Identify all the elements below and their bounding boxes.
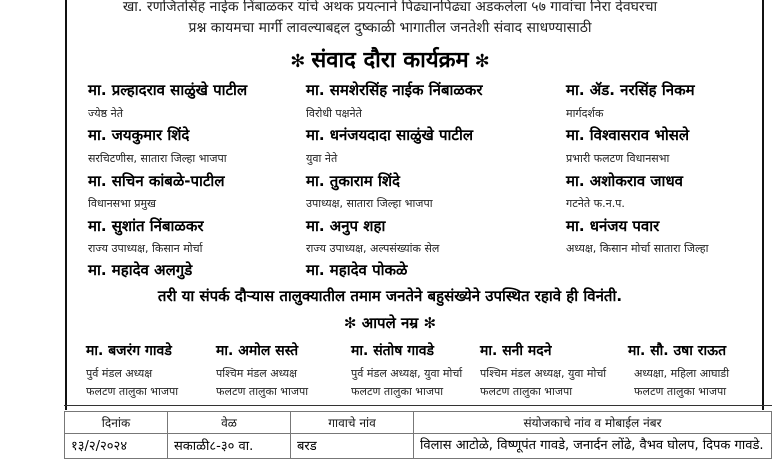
signatory-role: पुर्व मंडल अध्यक्ष (86, 367, 153, 380)
speaker-name: मा. ॲड. नरसिंह निकम (566, 81, 695, 99)
signatory-name: मा. बजरंग गावडे (86, 343, 172, 359)
signatory-org: फलटण तालुका भाजपा (634, 385, 727, 398)
speaker-name: मा. धनंजयदादा साळुंखे पाटील (306, 126, 474, 144)
speaker-role: राज्य उपाध्यक्ष, अल्पसंख्यांक सेल (306, 242, 440, 255)
star-icon: ✻ (290, 51, 306, 72)
header-date: दिनांक (65, 412, 168, 434)
signatory-name: मा. अमोल सस्ते (216, 343, 299, 359)
speaker-name: मा. महादेव पोकळे (306, 261, 408, 279)
title-text: संवाद दौरा कार्यक्रम (311, 48, 469, 73)
signatory-name: मा. संतोष गावडे (351, 343, 435, 359)
signatory-org: फलटण तालुका भाजपा (480, 385, 573, 398)
speaker-role: राज्य उपाध्यक्ष, किसान मोर्चा (88, 242, 203, 255)
speaker-role: विधानसभा प्रमुख (88, 197, 157, 210)
signatory-org: फलटण तालुका भाजपा (351, 385, 444, 398)
header-line-1: खा. रणजितसिंह नाईक निंबाळकर यांचे अथक प्रयत्नाने पिढ्यानपिढ्या अडकलेला ५७ गावांचा निरा देवघरचा (122, 0, 658, 15)
signatory-name: मा. सनी मदने (480, 343, 552, 359)
speaker-role: गटनेते फ.न.प. (566, 197, 625, 210)
page-title (0, 46, 780, 77)
speaker-name: मा. अशोकराव जाधव (566, 172, 684, 190)
signatory-role: अध्यक्षा, महिला आघाडी (634, 367, 730, 380)
speaker-role: सरचिटणीस, सातारा जिल्हा भाजपा (88, 152, 227, 165)
speaker-role: विरोधी पक्षनेते (306, 107, 362, 120)
speaker-name: मा. धनंजय पवार (566, 217, 660, 235)
speaker-name: मा. जयकुमार शिंदे (88, 126, 190, 144)
star-icon: ✻ (343, 314, 357, 332)
speaker-name: मा. सचिन कांबळे-पाटील (88, 172, 225, 190)
signatory-role: पश्चिम मंडल अध्यक्ष (216, 367, 298, 380)
speaker-name: मा. समशेरसिंह नाईक निंबाळकर (306, 81, 483, 99)
cell-village: बरड (291, 434, 414, 459)
header-village: गावाचे नांव (291, 412, 414, 434)
divider (64, 405, 772, 406)
speaker-role: ज्येष्ठ नेते (88, 107, 124, 120)
signoff-text: आपले नम्र (361, 314, 419, 332)
header-line-2: प्रश्न कायमचा मार्गी लावल्याबद्दल दुष्काळी भागातील जनतेशी संवाद साधण्यासाठी (188, 20, 592, 36)
cell-organizers: विलास आटोळे, विष्णूपंत गावडे, जनार्दन लोंढे, वैभव घोलप, दिपक गावडे. (414, 434, 772, 459)
signatory-org: फलटण तालुका भाजपा (216, 385, 309, 398)
signatory-name: मा. सौ. उषा राऊत (628, 343, 727, 359)
star-icon: ✻ (474, 51, 490, 72)
schedule-table (64, 411, 772, 459)
header-organizers: संयोजकाचे नांव व मोबाईल नंबर (414, 412, 772, 434)
table-header-row (65, 412, 772, 434)
speaker-name: मा. प्रल्हादराव साळुंखे पाटील (88, 81, 248, 99)
speaker-name: मा. सुशांत निंबाळकर (88, 217, 204, 235)
table-row (65, 434, 772, 459)
speaker-name: मा. तुकाराम शिंदे (306, 172, 400, 190)
cell-time: सकाळी८-३० वा. (168, 434, 291, 459)
header-time: वेळ (168, 412, 291, 434)
speaker-role: युवा नेते (306, 152, 338, 165)
speaker-name: मा. अनुप शहा (306, 217, 386, 235)
signoff-heading (0, 313, 780, 333)
signatory-org: फलटण तालुका भाजपा (86, 385, 179, 398)
cell-date: १३/२/२०२४ (65, 434, 168, 459)
speaker-name: मा. विश्वासराव भोसले (566, 126, 690, 144)
signatory-role: पश्चिम मंडल अध्यक्ष, युवा मोर्चा (480, 367, 607, 380)
speaker-role: प्रभारी फलटण विधानसभा (566, 152, 670, 165)
speaker-role: अध्यक्ष, किसान मोर्चा सातारा जिल्हा (566, 242, 709, 255)
signatory-role: पुर्व मंडल अध्यक्ष, युवा मोर्चा (351, 367, 463, 380)
speaker-name: मा. महादेव अलगुडे (88, 261, 193, 279)
speaker-role: उपाध्यक्ष, सातारा जिल्हा भाजपा (306, 197, 433, 210)
speaker-role: मार्गदर्शक (566, 107, 604, 120)
appeal-text: तरी या संपर्क दौऱ्यास तालुक्यातील तमाम जनतेने बहुसंख्येने उपस्थित रहावे ही विनंती. (157, 287, 623, 305)
star-icon: ✻ (423, 314, 437, 332)
